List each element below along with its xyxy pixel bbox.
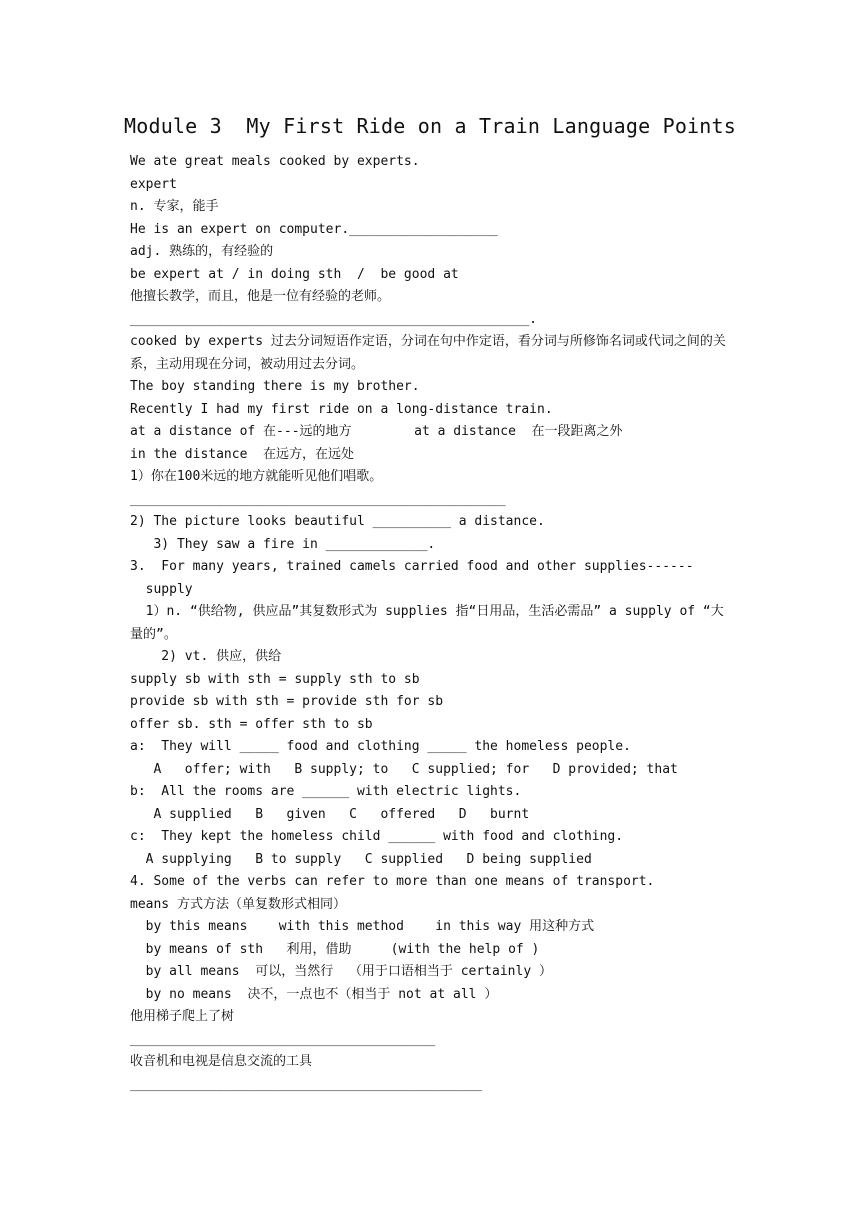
exercise-item: 3) They saw a fire in _____________. <box>130 536 436 552</box>
vocab-headword: supply <box>130 581 193 597</box>
definition-adjective: adj. 熟练的，有经验的 <box>130 244 274 259</box>
translation-prompt: 他擅长教学，而且，他是一位有经验的老师。 <box>130 289 391 304</box>
example-sentence: The boy standing there is my brother. <box>130 379 420 394</box>
phrase-pattern: by means of sth 利用，借助 (with the help of ) <box>130 941 540 957</box>
document-body <box>130 151 736 1096</box>
phrase-pattern: by all means 可以，当然行 （用于口语相当于 certainly ） <box>130 964 552 979</box>
exercise-question: c: They kept the homeless child ______ with food and clothing. <box>130 829 624 844</box>
definition-noun: n. 专家，能手 <box>130 199 219 214</box>
exercise-options: A supplied B given C offered D burnt <box>130 806 530 822</box>
phrase-pattern: provide sb with sth = provide sth for sb <box>130 694 444 709</box>
example-sentence: We ate great meals cooked by experts. <box>130 154 420 169</box>
exercise-options: A supplying B to supply C supplied D being supplied <box>130 851 592 867</box>
translation-prompt: 1）你在100米远的地方就能听见他们唱歌。 <box>130 469 383 484</box>
translation-prompt: 他用梯子爬上了树 <box>130 1009 235 1024</box>
phrase-pattern: supply sb with sth = supply sth to sb <box>130 671 420 687</box>
exercise-question: a: They will _____ food and clothing _____ the homeless people. <box>130 739 631 754</box>
example-sentence: 4. Some of the verbs can refer to more than one means of transport. <box>130 874 655 889</box>
example-sentence: He is an expert on computer.___________________ <box>130 221 498 237</box>
answer-blank: ___________________________________________________. <box>130 311 537 327</box>
phrase-pattern: by no means 决不，一点也不（相当于 not at all ） <box>130 986 498 1002</box>
definition-noun: 1）n. “供给物, 供应品”其复数形式为 supplies 指“日用品，生活必需品” a supply of “大量的”。 <box>130 604 724 642</box>
exercise-item: 2) The picture looks beautiful __________ a distance. <box>130 514 545 529</box>
phrase-pattern: by this means with this method in this way 用这种方式 <box>130 919 595 934</box>
vocab-headword: means 方式方法（单复数形式相同） <box>130 896 346 912</box>
definition-verb: 2) vt. 供应，供给 <box>130 649 282 664</box>
phrase-pattern: in the distance 在远方，在远处 <box>130 446 355 462</box>
grammar-note: cooked by experts 过去分词短语作定语，分词在句中作定语，看分词与所修饰名词或代词之间的关系，主动用现在分词，被动用过去分词。 <box>130 334 726 372</box>
exercise-question: b: All the rooms are ______ with electric lights. <box>130 784 522 799</box>
document-title: Module 3 My First Ride on a Train Language Points <box>123 114 737 138</box>
answer-blank: _____________________________________________ <box>130 1076 483 1092</box>
phrase-pattern: offer sb. sth = offer sth to sb <box>130 716 373 732</box>
example-sentence: 3. For many years, trained camels carried food and other supplies------ <box>130 559 694 574</box>
answer-blank: ________________________________________________ <box>130 491 506 507</box>
phrase-pattern: at a distance of 在---远的地方 at a distance 在一段距离之外 <box>130 424 623 439</box>
answer-blank: _______________________________________ <box>130 1031 436 1047</box>
translation-prompt: 收音机和电视是信息交流的工具 <box>130 1054 313 1069</box>
vocab-headword: expert <box>130 176 177 192</box>
exercise-options: A offer; with B supply; to C supplied; for D provided; that <box>130 761 678 777</box>
phrase-pattern: be expert at / in doing sth / be good at <box>130 266 459 282</box>
example-sentence: Recently I had my first ride on a long-distance train. <box>130 401 553 417</box>
